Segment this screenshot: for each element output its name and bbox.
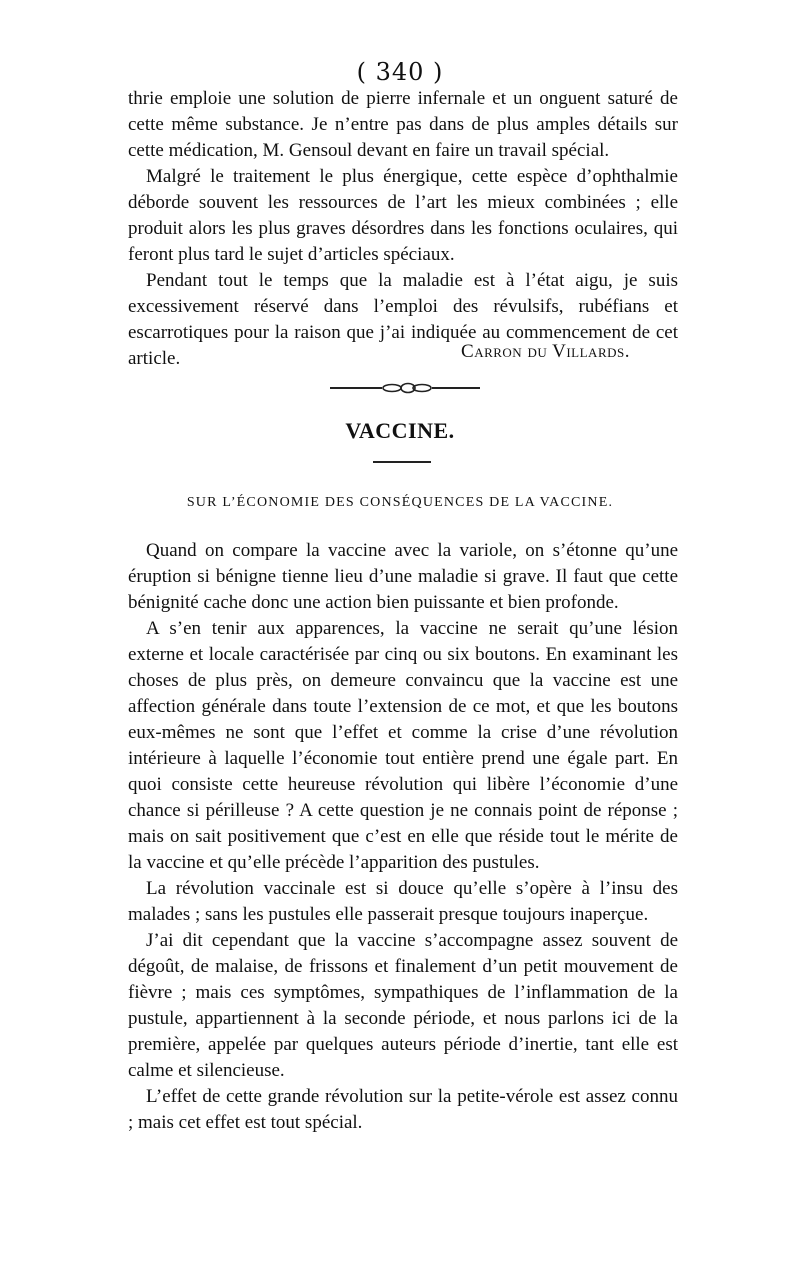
paragraph: Malgré le traitement le plus énergique, cette espèce d’ophthalmie déborde souvent les ressources de l’art les mieux combinées ; elle produit alors les plus graves désordres dans les fonctions oculaires, qui feront plus tard le sujet d’articles spéciaux. xyxy=(128,166,678,265)
section-divider-ornament-icon xyxy=(330,378,480,398)
article-subtitle: SUR L’ÉCONOMIE DES CONSÉQUENCES DE LA VACCINE. xyxy=(186,495,614,510)
paragraph: L’effet de cette grande révolution sur la petite-vérole est assez connu ; mais cet effet est tout spécial. xyxy=(128,1086,678,1133)
paragraph: La révolution vaccinale est si douce qu’elle s’opère à l’insu des malades ; sans les pustules elle passerait presque toujours inaperçue. xyxy=(128,878,678,925)
previous-article-text xyxy=(128,86,678,372)
paragraph: Pendant tout le temps que la maladie est à l’état aigu, je suis excessivement réservé dans l’emploi des révulsifs, rubéfians et escarrotiques pour la raison que j’ai indiquée au commencement de cet article. xyxy=(128,270,678,369)
article-body xyxy=(128,538,678,1136)
section-title: VACCINE. xyxy=(345,418,455,443)
paragraph: J’ai dit cependant que la vaccine s’accompagne assez souvent de dégoût, de malaise, de frissons et finalement d’un petit mouvement de fièvre ; mais ces symptômes, sympathiques de l’inflammation de la pustule, appartiennent à la seconde période, et nous parlons ici de la première, appelée par quelques auteurs période d’inertie, tant elle est calme et silencieuse. xyxy=(128,930,678,1081)
paragraph: A s’en tenir aux apparences, la vaccine ne serait qu’une lésion externe et locale caractérisée par cinq ou six boutons. En examinant les choses de plus près, on demeure convaincu que la vaccine est une affection générale dans toute l’extension de ce mot, et que les boutons eux-mêmes ne sont que l’effet et comme la crise d’une révolution intérieure à laquelle l’économie tout entière prend une égale part. En quoi consiste cette heureuse révolution qui libère l’économie d’une chance si périlleuse ? A cette question je ne connais point de réponse ; mais on sait positivement que c’est en elle que réside tout le mérite de la vaccine et qu’elle précède l’apparition des pustules. xyxy=(128,618,678,873)
title-rule xyxy=(373,461,431,463)
paragraph: Quand on compare la vaccine avec la variole, on s’étonne qu’une éruption si bénigne tienne lieu d’une maladie si grave. Il faut que cette bénignité cache donc une action bien puissante et bien profonde. xyxy=(128,540,678,613)
author-signature: Carron du Villards. xyxy=(461,341,630,362)
page-number: ( 340 ) xyxy=(356,58,444,86)
paragraph: thrie emploie une solution de pierre infernale et un onguent saturé de cette même substance. Je n’entre pas dans de plus amples détails sur cette médication, M. Gensoul devant en faire un travail spécial. xyxy=(128,88,678,161)
